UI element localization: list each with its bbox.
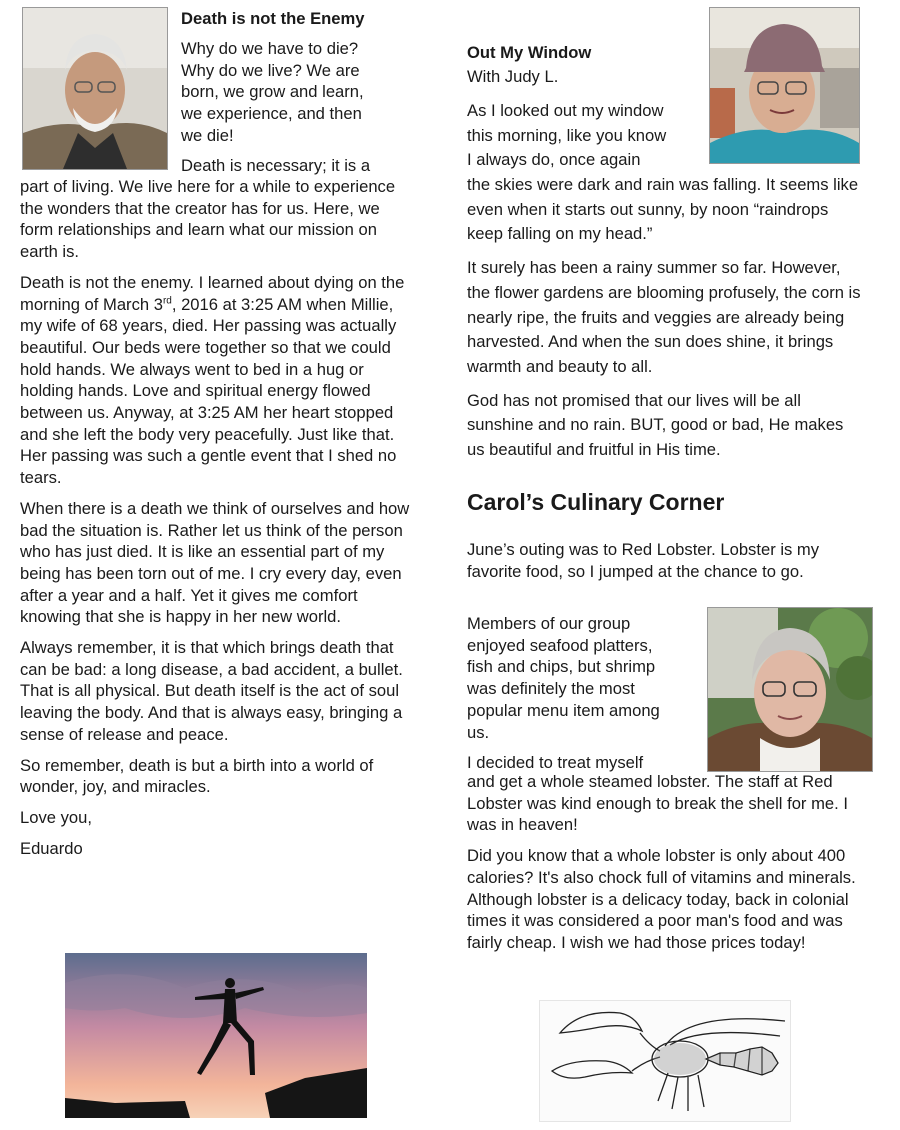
intro-line: we experience, and then	[181, 104, 362, 124]
closing: Love you,	[20, 807, 92, 827]
paragraph: So remember, death is but a birth into a world of wonder, joy, and miracles.	[20, 755, 374, 797]
body-text	[467, 173, 862, 463]
eduardo-photo	[22, 7, 168, 170]
article-title: Out My Window	[467, 43, 592, 62]
wrap-line: was definitely the most	[467, 679, 635, 699]
intro-line: we die!	[181, 125, 234, 145]
jumper-image	[65, 953, 367, 1118]
paragraph: Did you know that a whole lobster is only about 400 calories? It's also chock full of vitamins and minerals. Although lobster is a delicacy today, back in colonial times it was considered a poor man's food and was fairly cheap. I wish we had those prices today!	[467, 846, 856, 952]
intro-line: Why do we have to die?	[181, 39, 359, 58]
paragraph-text: , 2016 at 3:25 AM when Millie, my wife of 68 years, died. Her passing was actually beautiful. Our beds were together so that we could hold hands. We always went to bed in a hug or holding hands. Love and spiritual energy flowed between us. Anyway, at 3:25 AM her heart stopped and she left the body very peacefully. Just like that. Her passing was such a gentle event that I shed no tears.	[20, 294, 397, 488]
wrap-line: I always do, once again	[467, 150, 641, 170]
wrap-line: popular menu item among	[467, 700, 660, 720]
paragraph-start: I decided to treat myself	[467, 753, 644, 773]
section-heading: Carol’s Culinary Corner	[467, 489, 725, 515]
intro-line: born, we grow and learn,	[181, 82, 364, 102]
carol-body	[467, 539, 862, 582]
signature: Eduardo	[20, 838, 83, 858]
intro-lines	[181, 38, 421, 176]
carol-body-rest	[467, 771, 862, 954]
intro-line: Why do we live? We are	[181, 60, 360, 80]
paragraph: the skies were dark and rain was falling. It seems like even when it starts out sunny, by noon “raindrops keep falling on my head.”	[467, 175, 859, 244]
paragraph: part of living. We live here for a while to experience the wonders that the creator has for us. Here, we form relationships and learn what our mission on earth is.	[20, 177, 396, 262]
paragraph	[20, 272, 415, 489]
wrap-lines	[467, 99, 707, 173]
wrap-line: As I looked out my window	[467, 101, 664, 120]
paragraph: When there is a death we think of ourselves and how bad the situation is. Rather let us think of the person who has just died. It is like an essential part of my being has been torn out of me. I cry every day, even after a year and a half. Yet it gives me comfort knowing that she is happy in her new world.	[20, 498, 410, 627]
lobster-image	[539, 1000, 791, 1122]
body-text	[20, 176, 415, 859]
paragraph-start: Death is necessary; it is a	[181, 155, 371, 175]
paragraph: and get a whole steamed lobster. The staff at Red Lobster was kind enough to break the shell for me. I was in heaven!	[467, 772, 848, 835]
wrap-line: enjoyed seafood platters,	[467, 635, 653, 655]
byline: With Judy L.	[467, 67, 559, 86]
wrap-line: us.	[467, 722, 490, 742]
paragraph: Always remember, it is that which brings death that can be bad: a long disease, a bad accident, a bullet. That is all physical. But death itself is the act of soul leaving the body. And that is always easy, bringing a sense of release and peace.	[20, 638, 403, 744]
superscript: rd	[162, 294, 172, 306]
wrap-line: fish and chips, but shrimp	[467, 657, 656, 677]
wrap-line: Members of our group	[467, 614, 631, 633]
paragraph: God has not promised that our lives will be all sunshine and no rain. BUT, good or bad, He makes us beautiful and fruitful in His time.	[467, 390, 844, 460]
paragraph-text: Death is not the enemy. I learned about dying on the morning of March 3	[20, 272, 405, 314]
paragraph: June’s outing was to Red Lobster. Lobster is my favorite food, so I jumped at the chance to go.	[467, 540, 820, 581]
paragraph: It surely has been a rainy summer so far. However, the flower gardens are blooming profusely, the corn is nearly ripe, the fruits and veggies are already being harvested. And when the sun does shine, it brings warmth and beauty to all.	[467, 258, 861, 376]
article-title: Death is not the Enemy	[181, 9, 365, 28]
carol-wrap	[467, 613, 702, 774]
judy-photo	[709, 7, 860, 164]
carol-photo	[707, 607, 873, 772]
wrap-line: this morning, like you know	[467, 125, 667, 145]
